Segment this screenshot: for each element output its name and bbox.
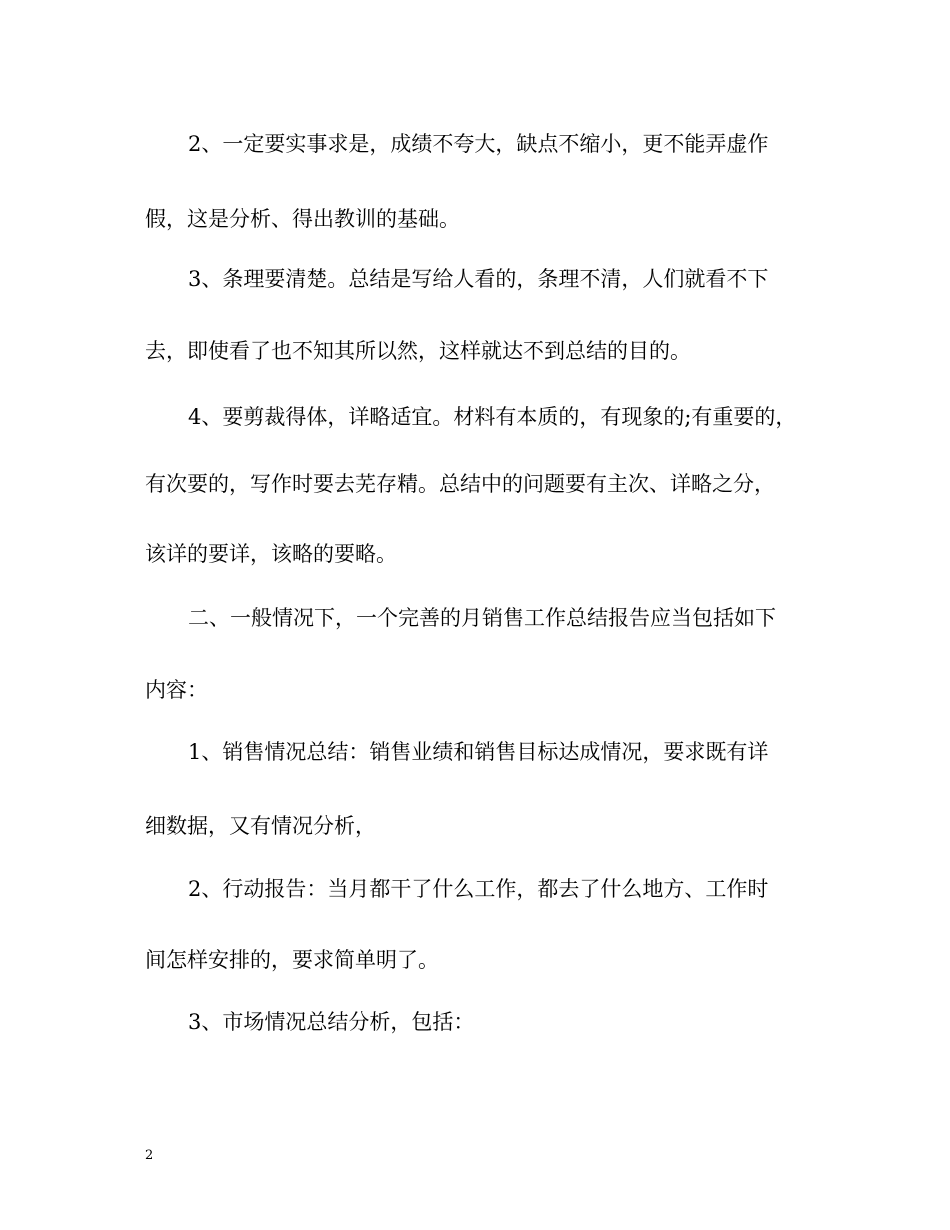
paragraph-line: 3、市场情况总结分析，包括：	[188, 1010, 475, 1034]
paragraph-line: 该详的要详，该略的要略。	[145, 542, 397, 566]
paragraph-line: 3、条理要清楚。总结是写给人看的，条理不清，人们就看不下	[188, 267, 769, 291]
paragraph-line: 二、一般情况下，一个完善的月销售工作总结报告应当包括如下	[188, 606, 776, 630]
paragraph-line: 假，这是分析、得出教训的基础。	[145, 207, 460, 231]
paragraph-line: 去，即使看了也不知其所以然，这样就达不到总结的目的。	[145, 339, 691, 363]
page-number: 2	[145, 1148, 154, 1163]
paragraph-line: 1、销售情况总结：销售业绩和销售目标达成情况，要求既有详	[188, 740, 769, 764]
paragraph-line: 间怎样安排的，要求简单明了。	[145, 948, 439, 972]
paragraph-line: 有次要的，写作时要去芜存精。总结中的问题要有主次、详略之分，	[145, 472, 775, 496]
paragraph-line: 内容：	[145, 678, 208, 702]
paragraph-line: 细数据，又有情况分析，	[145, 814, 376, 838]
paragraph-line: 2、一定要实事求是，成绩不夸大，缺点不缩小，更不能弄虚作	[188, 132, 769, 156]
paragraph-line: 2、行动报告：当月都干了什么工作，都去了什么地方、工作时	[188, 877, 769, 901]
paragraph-line: 4、要剪裁得体，详略适宜。材料有本质的，有现象的;有重要的，	[188, 405, 797, 429]
